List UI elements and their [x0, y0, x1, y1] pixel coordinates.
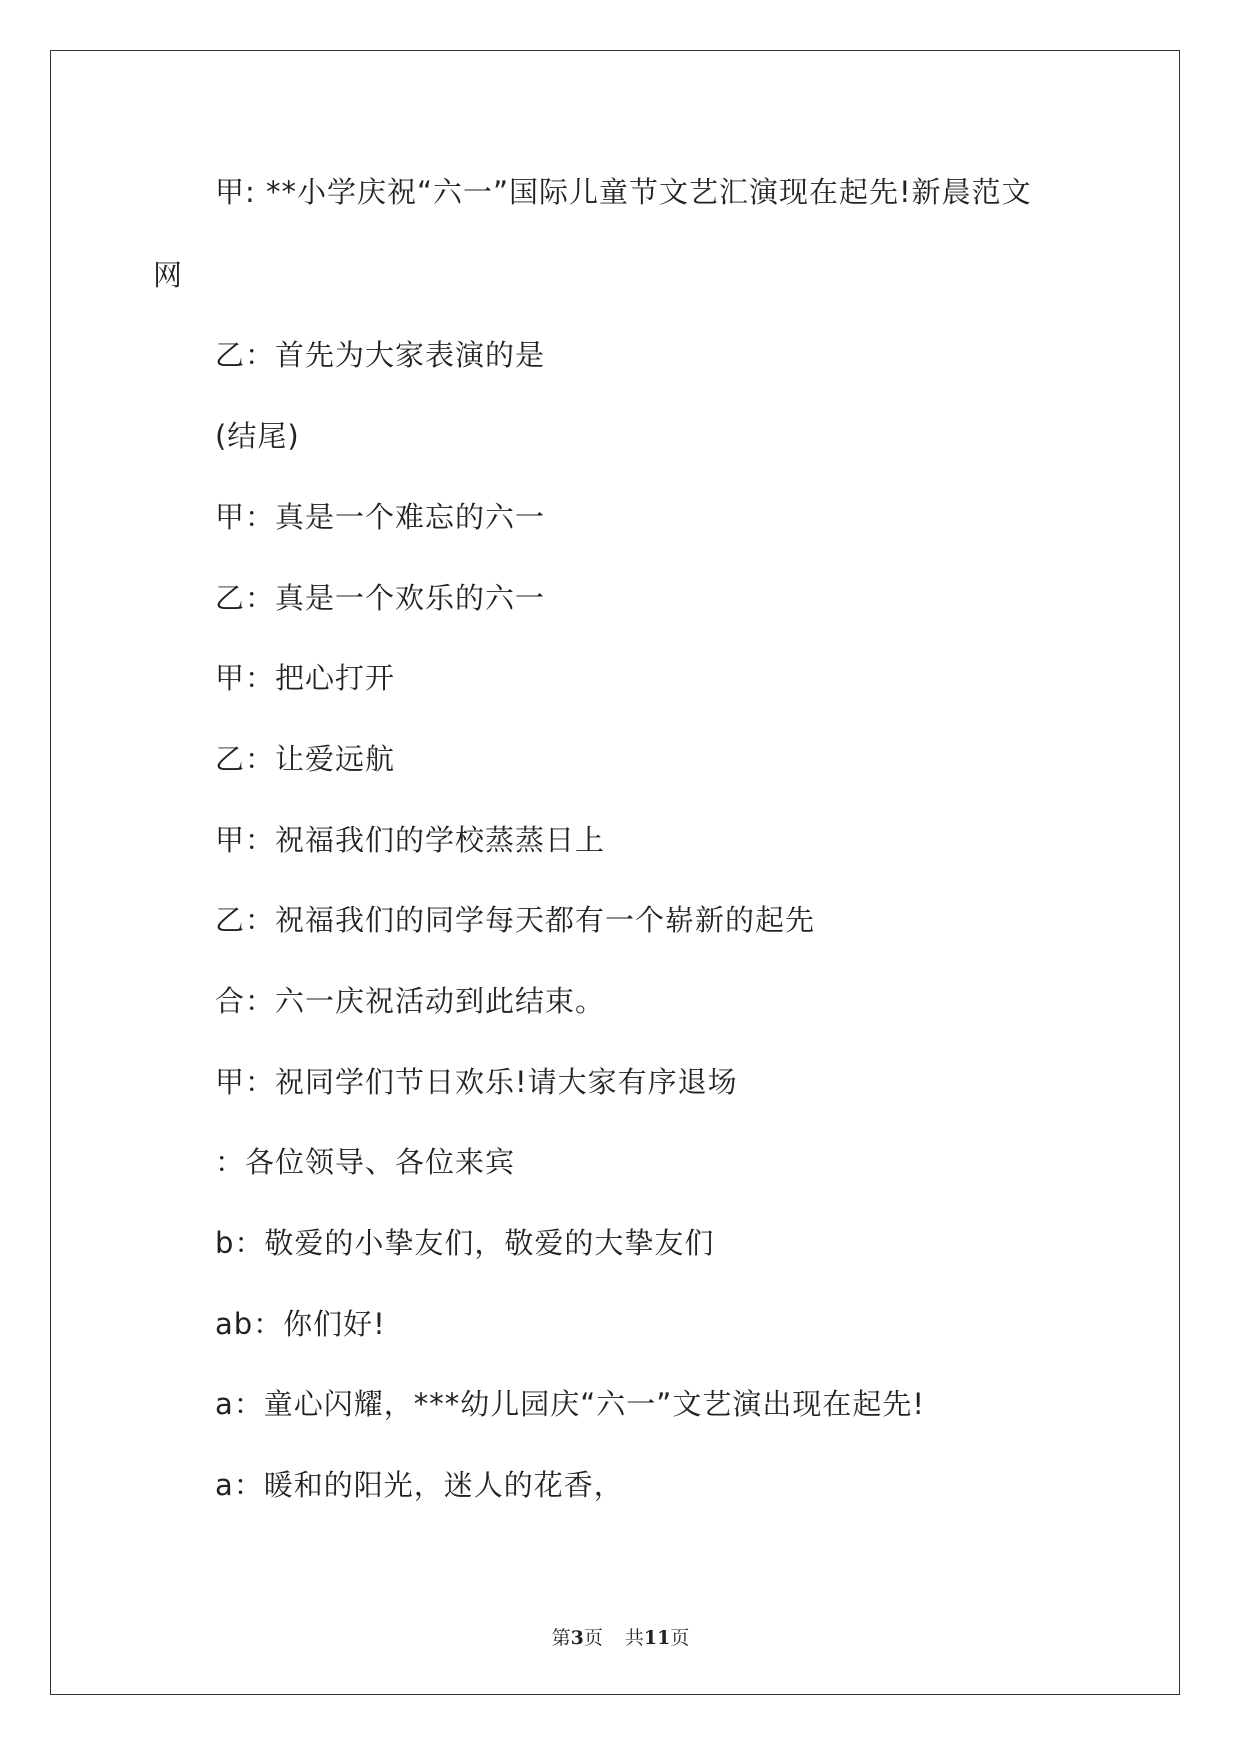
paragraph: 乙：首先为大家表演的是 — [215, 338, 546, 372]
page-total-suffix: 页 — [670, 1627, 690, 1649]
page-number-total: 11 — [643, 1627, 671, 1649]
paragraph: 乙：让爱远航 — [215, 742, 396, 776]
page-number-current: 3 — [570, 1627, 584, 1649]
paragraph: (结尾) — [215, 419, 300, 453]
paragraph: b：敬爱的小挚友们，敬爱的大挚友们 — [215, 1226, 715, 1260]
paragraph: 合：六一庆祝活动到此结束。 — [215, 984, 606, 1018]
page-border — [50, 50, 1180, 1695]
paragraph: a：暖和的阳光，迷人的花香， — [215, 1468, 624, 1502]
paragraph: 甲：真是一个难忘的六一 — [215, 500, 546, 534]
paragraph: a：童心闪耀，***幼儿园庆“六一”文艺演出现在起先! — [215, 1387, 925, 1421]
paragraph: 甲：把心打开 — [215, 661, 396, 695]
paragraph: 甲：祝福我们的学校蒸蒸日上 — [215, 823, 606, 857]
paragraph: 乙：真是一个欢乐的六一 — [215, 581, 546, 615]
page-total-prefix: 共 — [624, 1627, 644, 1649]
paragraph: ：各位领导、各位来宾 — [215, 1145, 516, 1179]
page-number-suffix: 页 — [583, 1627, 603, 1649]
page-number-prefix: 第 — [551, 1627, 571, 1649]
paragraph: 甲：祝同学们节日欢乐!请大家有序退场 — [215, 1065, 738, 1099]
page-footer — [0, 1623, 1241, 1650]
paragraph: 乙：祝福我们的同学每天都有一个崭新的起先 — [215, 903, 816, 937]
paragraph-continuation: 网 — [153, 258, 184, 292]
paragraph: 甲: **小学庆祝“六一”国际儿童节文艺汇演现在起先!新晨范文 — [215, 175, 1032, 209]
paragraph: ab：你们好! — [215, 1307, 386, 1341]
